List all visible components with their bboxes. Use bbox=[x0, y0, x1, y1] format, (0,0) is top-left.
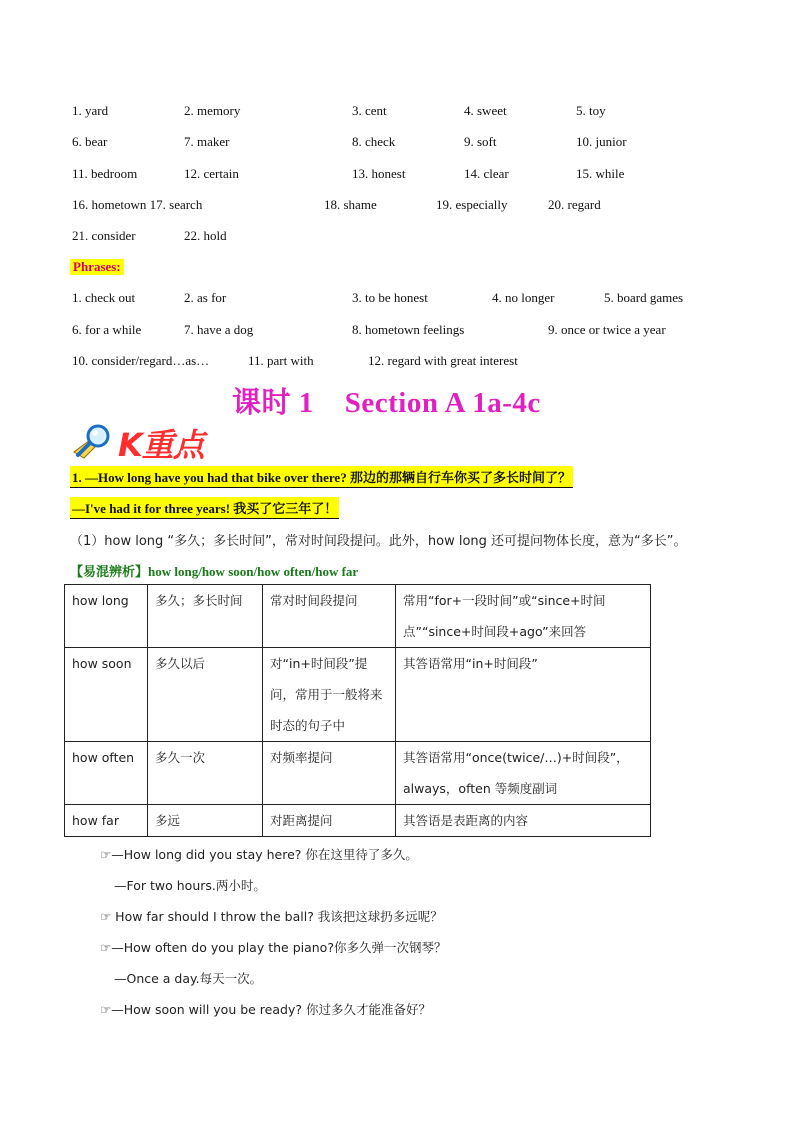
table-cell: how often bbox=[65, 742, 148, 805]
vocab-item: 12. certain bbox=[184, 166, 239, 181]
phrase-item: 6. for a while bbox=[72, 322, 142, 337]
vocab-item: 10. junior bbox=[576, 134, 627, 149]
table-row bbox=[65, 805, 651, 837]
distinguish-title: 【易混辨析】how long/how soon/how often/how far bbox=[70, 564, 359, 579]
table-cell: 对距离提问 bbox=[263, 805, 396, 837]
example-line: ☞—How long did you stay here? 你在这里待了多久。 bbox=[100, 847, 418, 862]
magnifier-icon bbox=[70, 422, 116, 465]
key-points-logo bbox=[70, 420, 204, 466]
phrase-item: 9. once or twice a year bbox=[548, 322, 666, 337]
table-cell: 多久以后 bbox=[148, 648, 263, 742]
table-row bbox=[65, 585, 651, 648]
vocab-item: 1. yard bbox=[72, 103, 109, 118]
vocab-item: 20. regard bbox=[548, 197, 601, 212]
table-cell: 其答语是表距离的内容 bbox=[396, 805, 651, 837]
table-cell: how soon bbox=[65, 648, 148, 742]
key-point-note: （1）how long “多久；多长时间”，常对时间段提问。此外，how long 还可提问物体长度，意为“多长”。 bbox=[70, 534, 687, 549]
vocab-item: 4. sweet bbox=[464, 103, 507, 118]
vocab-item: 16. hometown 17. search bbox=[72, 197, 203, 212]
phrase-item: 7. have a dog bbox=[184, 322, 254, 337]
section-title: 课时 1 Section A 1a-4c bbox=[232, 387, 541, 419]
vocab-item: 22. hold bbox=[184, 228, 227, 243]
vocab-item: 2. memory bbox=[184, 103, 241, 118]
vocab-item: 14. clear bbox=[464, 166, 509, 181]
table-cell: 其答语常用“in+时间段” bbox=[396, 648, 651, 742]
vocab-item: 3. cent bbox=[352, 103, 387, 118]
table-cell: how far bbox=[65, 805, 148, 837]
logo-text: K重点 bbox=[118, 426, 204, 464]
vocab-item: 21. consider bbox=[72, 228, 136, 243]
table-row bbox=[65, 648, 651, 742]
table-cell: 多远 bbox=[148, 805, 263, 837]
key-point-answer: —I've had it for three years! 我买了它三年了！ bbox=[70, 497, 339, 519]
vocab-item: 8. check bbox=[352, 134, 396, 149]
table-cell: how long bbox=[65, 585, 148, 648]
phrase-item: 5. board games bbox=[604, 290, 684, 305]
vocab-item: 6. bear bbox=[72, 134, 108, 149]
vocab-item: 5. toy bbox=[576, 103, 606, 118]
vocab-item: 19. especially bbox=[436, 197, 508, 212]
example-line: ☞—How soon will you be ready? 你过多久才能准备好？ bbox=[100, 1002, 431, 1017]
example-line: —Once a day.每天一次。 bbox=[114, 971, 263, 986]
phrase-item: 8. hometown feelings bbox=[352, 322, 465, 337]
phrases-label: Phrases: bbox=[70, 259, 124, 275]
vocab-item: 11. bedroom bbox=[72, 166, 138, 181]
phrase-item: 4. no longer bbox=[492, 290, 555, 305]
phrase-item: 1. check out bbox=[72, 290, 136, 305]
phrase-item: 10. consider/regard…as… bbox=[72, 353, 210, 368]
phrase-item: 3. to be honest bbox=[352, 290, 428, 305]
table-cell: 多久；多长时间 bbox=[148, 585, 263, 648]
example-line: ☞ How far should I throw the ball? 我该把这球扔多远呢？ bbox=[100, 909, 443, 924]
table-cell: 对频率提问 bbox=[263, 742, 396, 805]
example-line: —For two hours.两小时。 bbox=[114, 878, 266, 893]
vocab-item: 15. while bbox=[576, 166, 625, 181]
table-cell: 常对时间段提问 bbox=[263, 585, 396, 648]
vocab-item: 9. soft bbox=[464, 134, 497, 149]
table-cell: 其答语常用“once(twice/…)+时间段”，always，often 等频度副词 bbox=[396, 742, 651, 805]
table-cell: 对“in+时间段”提问，常用于一般将来时态的句子中 bbox=[263, 648, 396, 742]
example-line: ☞—How often do you play the piano?你多久弹一次钢琴？ bbox=[100, 940, 447, 955]
table-cell: 常用“for+一段时间”或“since+时间点”“since+时间段+ago”来回答 bbox=[396, 585, 651, 648]
table-cell: 多久一次 bbox=[148, 742, 263, 805]
vocab-item: 18. shame bbox=[324, 197, 377, 212]
vocab-item: 7. maker bbox=[184, 134, 230, 149]
table-row bbox=[65, 742, 651, 805]
key-point-question: 1. —How long have you had that bike over there? 那边的那辆自行车你买了多长时间了？ bbox=[70, 466, 573, 488]
phrase-item: 11. part with bbox=[248, 353, 314, 368]
comparison-table bbox=[64, 584, 651, 837]
vocab-item: 13. honest bbox=[352, 166, 406, 181]
phrase-item: 2. as for bbox=[184, 290, 227, 305]
phrase-item: 12. regard with great interest bbox=[368, 353, 518, 368]
